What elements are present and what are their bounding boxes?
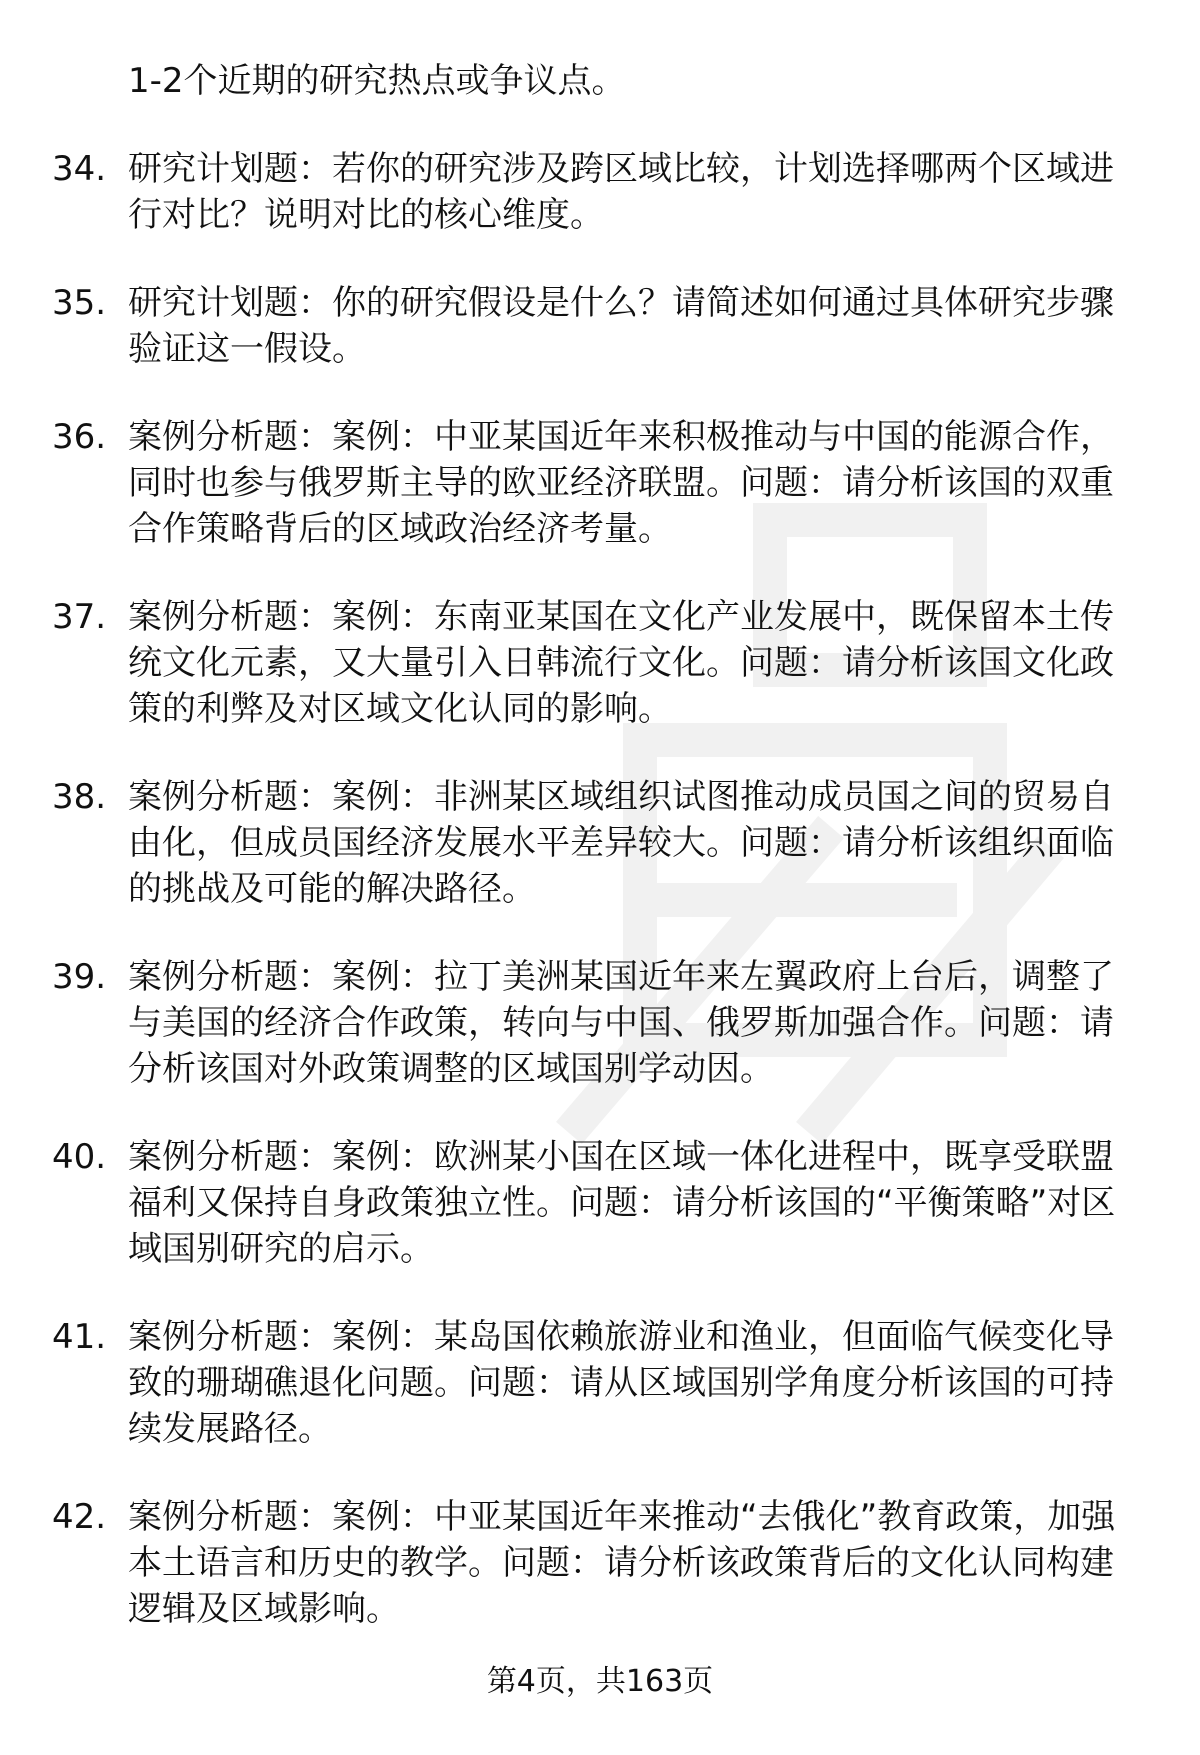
question-item-35 — [52, 280, 1142, 372]
question-item-37 — [52, 594, 1142, 732]
question-number: 42. — [52, 1497, 107, 1537]
question-item-34 — [52, 146, 1142, 238]
question-item-36 — [52, 414, 1142, 552]
question-item-38 — [52, 774, 1142, 912]
question-text: 案例分析题：案例：某岛国依赖旅游业和渔业，但面临气候变化导致的珊瑚礁退化问题。问题：请从区域国别学角度分析该国的可持续发展路径。 — [128, 1317, 1114, 1449]
question-number: 40. — [52, 1137, 107, 1177]
question-number: 39. — [52, 957, 107, 997]
question-item-39 — [52, 954, 1142, 1092]
question-text: 案例分析题：案例：拉丁美洲某国近年来左翼政府上台后，调整了与美国的经济合作政策，转向与中国、俄罗斯加强合作。问题：请分析该国对外政策调整的区域国别学动因。 — [128, 957, 1114, 1089]
question-item-42 — [52, 1494, 1142, 1632]
question-text: 案例分析题：案例：非洲某区域组织试图推动成员国之间的贸易自由化，但成员国经济发展水平差异较大。问题：请分析该组织面临的挑战及可能的解决路径。 — [128, 777, 1114, 909]
page-footer: 第4页，共163页 — [486, 1664, 714, 1699]
question-number: 37. — [52, 597, 107, 637]
question-item-41 — [52, 1314, 1142, 1452]
question-text: 研究计划题：若你的研究涉及跨区域比较，计划选择哪两个区域进行对比？说明对比的核心维度。 — [128, 149, 1114, 235]
question-number: 35. — [52, 283, 107, 323]
question-text: 案例分析题：案例：中亚某国近年来积极推动与中国的能源合作，同时也参与俄罗斯主导的欧亚经济联盟。问题：请分析该国的双重合作策略背后的区域政治经济考量。 — [128, 417, 1114, 549]
question-text: 案例分析题：案例：中亚某国近年来推动“去俄化”教育政策，加强本土语言和历史的教学。问题：请分析该政策背后的文化认同构建逻辑及区域影响。 — [128, 1497, 1116, 1629]
question-number: 41. — [52, 1317, 107, 1357]
question-number: 38. — [52, 777, 107, 817]
question-text: 案例分析题：案例：欧洲某小国在区域一体化进程中，既享受联盟福利又保持自身政策独立性。问题：请分析该国的“平衡策略”对区域国别研究的启示。 — [128, 1137, 1116, 1269]
question-text: 研究计划题：你的研究假设是什么？请简述如何通过具体研究步骤验证这一假设。 — [128, 283, 1114, 369]
question-item-40 — [52, 1134, 1142, 1272]
question-number: 34. — [52, 149, 107, 189]
question-text: 案例分析题：案例：东南亚某国在文化产业发展中，既保留本土传统文化元素，又大量引入日韩流行文化。问题：请分析该国文化政策的利弊及对区域文化认同的影响。 — [128, 597, 1114, 729]
question-number: 36. — [52, 417, 107, 457]
continuation-line: 1-2个近期的研究热点或争议点。 — [128, 61, 626, 101]
question-list — [52, 58, 1142, 1674]
